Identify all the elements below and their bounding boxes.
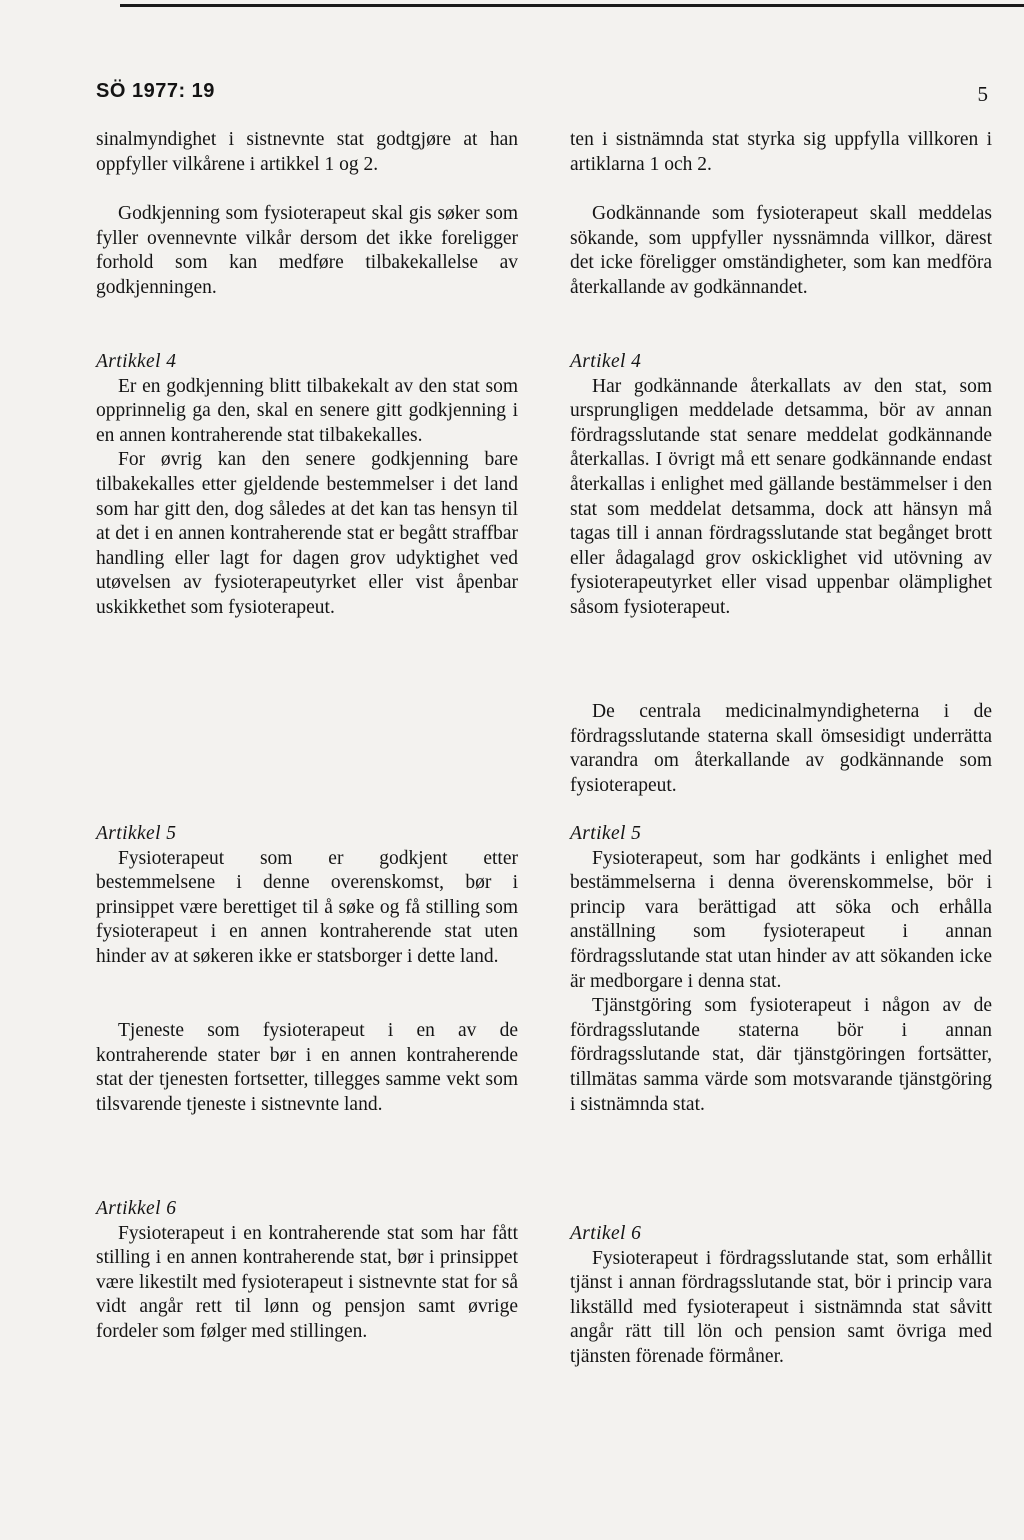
article-5-section [570, 822, 992, 1117]
article-heading: Artikel 4 [570, 351, 642, 372]
article-heading: Artikkel 5 [96, 823, 177, 844]
intro-continuation [96, 128, 518, 177]
paragraph: Fysioterapeut, som har godkänts i enlighet med bestämmelserna i denna överenskommelse, bör i princip vara berättigad att söka och erhålla anställning som fysioterapeut i annan fördragsslutande stat utan hinder av att sökanden icke är medborgare i denna stat. [570, 847, 992, 992]
article-heading: Artikkel 6 [96, 1198, 177, 1219]
approval-section [96, 202, 518, 300]
article-4-section [570, 350, 992, 621]
document-id: SÖ 1977: 19 [96, 80, 215, 102]
article-6-section [96, 1197, 518, 1345]
article-4-section [96, 350, 518, 621]
paragraph: Er en godkjenning blitt tilbakekalt av den stat som opprinnelig ga den, skal en senere gitt godkjenning i en annen kontraherende stat tilbakekalles. [96, 375, 518, 446]
paragraph: Godkännande som fysioterapeut skall meddelas sökande, som uppfyller nyssnämnda villkor, därest det icke föreligger omständigheter, som kan medföra återkallande av godkännandet. [570, 203, 992, 298]
article-5-section-continued [96, 1019, 518, 1117]
paragraph: ten i sistnämnda stat styrka sig uppfylla villkoren i artiklarna 1 och 2. [570, 129, 992, 175]
paragraph: Fysioterapeut i en kontraherende stat som har fått stilling i en annen kontraherende stat, bør i prinsippet være likestilt med fysioterapeut i sistnevnte stat for så vidt angår rett til lønn og pensjon samt øvrige fordeler som følger med stillingen. [96, 1222, 518, 1342]
article-heading: Artikel 6 [570, 1223, 642, 1244]
approval-section [570, 202, 992, 300]
paragraph: De centrala medicinalmyndigheterna i de fördragsslutande staterna skall ömsesidigt underrätta varandra om återkallande av godkännande som fysioterapeut. [570, 701, 992, 796]
paragraph: Har godkännande återkallats av den stat, som ursprungligen meddelade detsamma, bör av annan fördragsslutande stat senare meddelat godkännande återkallas. I övrigt må ett senare godkännande endast återkallas i enlighet med gällande bestämmelser i den stat som meddelat detsamma, dock att hänsyn må tagas till i annan fördragsslutande stat begånget brott eller ådagalagd grov oskicklighet vid utövning av fysioterapeutyrket eller visad uppenbar olämplighet såsom fysioterapeut. [570, 375, 992, 618]
article-6-section [570, 1222, 992, 1370]
article-heading: Artikel 5 [570, 823, 642, 844]
page-header [96, 80, 988, 106]
intro-continuation [570, 128, 992, 177]
paragraph: sinalmyndighet i sistnevnte stat godtgjøre at han oppfyller vilkårene i artikkel 1 og 2. [96, 129, 518, 175]
paragraph: For øvrig kan den senere godkjenning bare tilbakekalles etter gjeldende bestemmelser i det land som har gitt den, dog således at det kan tas hensyn til at det i en annen kontraherende stat er begått straffbar handling eller lagt for dagen grov udyktighet ved utøvelsen av fysioterapeutyrket eller vist åpenbar uskikkethet som fysioterapeut. [96, 449, 518, 618]
scan-top-border [120, 4, 1024, 7]
paragraph: Fysioterapeut i fördragsslutande stat, som erhållit tjänst i annan fördragsslutande stat, bör i princip vara likställd med fysioterapeut i sistnämnda stat såvitt angår rätt till lön och pension samt övriga med tjänsten förenade förmåner. [570, 1247, 992, 1367]
article-4-section-continued [570, 700, 992, 798]
paragraph: Tjeneste som fysioterapeut i en av de kontraherende stater bør i en annen kontraherende stat der tjenesten fortsetter, tillegges samme vekt som tilsvarende tjeneste i sistnevnte land. [96, 1020, 518, 1115]
paragraph: Godkjenning som fysioterapeut skal gis søker som fyller ovennevnte vilkår dersom det ikke foreligger forhold som kan medføre tilbakekallelse av godkjenningen. [96, 203, 518, 298]
page-number: 5 [977, 82, 988, 106]
article-5-section [96, 822, 518, 970]
article-heading: Artikkel 4 [96, 351, 177, 372]
paragraph: Fysioterapeut som er godkjent etter bestemmelsene i denne overenskomst, bør i prinsippet være berettiget til å søke og få stilling som fysioterapeut i en annen kontraherende stat uten hinder av at søkeren ikke er statsborger i dette land. [96, 847, 518, 967]
paragraph: Tjänstgöring som fysioterapeut i någon av de fördragsslutande staterna bör i annan fördragsslutande stat, där tjänstgöringen fortsätter, tillmätas samma värde som motsvarande tjänstgöring i sistnämnda stat. [570, 995, 992, 1115]
